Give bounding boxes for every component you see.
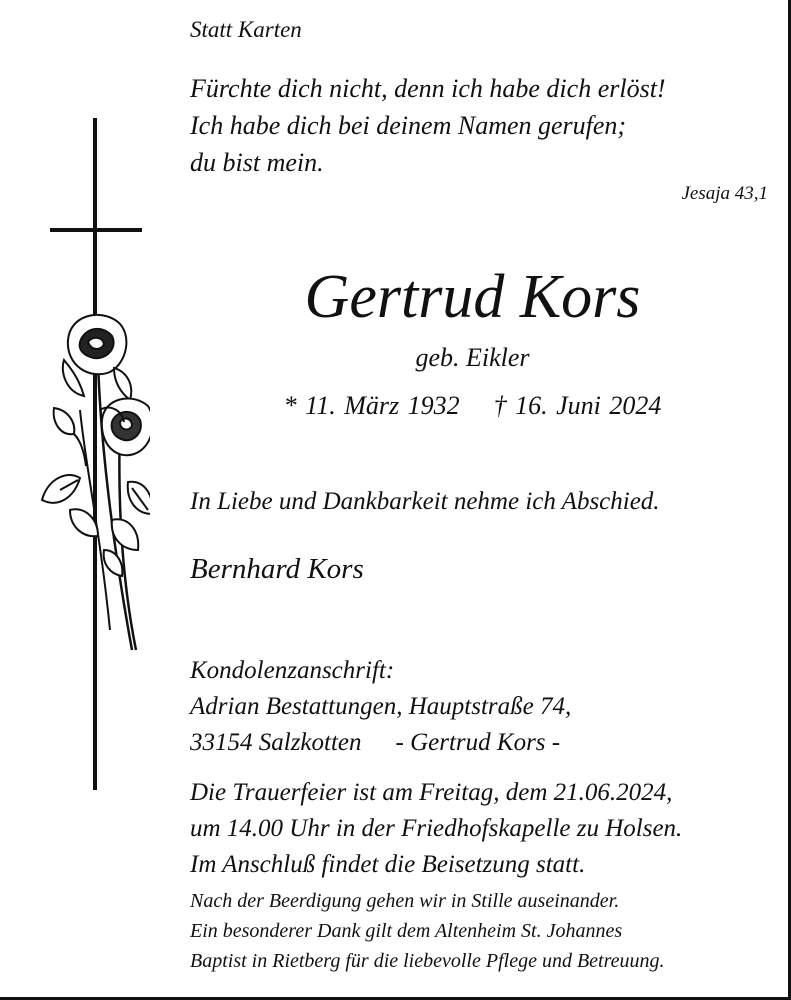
- death-date: † 16. Juni 2024: [493, 391, 662, 420]
- bible-verse: [190, 70, 666, 181]
- address-line: Adrian Bestattungen, Hauptstraße 74,: [190, 693, 572, 720]
- closing-notes: [190, 886, 665, 976]
- service-line: Die Trauerfeier ist am Freitag, dem 21.06.2024,: [190, 779, 673, 806]
- condolence-label: Kondolenzanschrift:: [190, 657, 395, 684]
- note-line: Ein besonderer Dank gilt dem Altenheim St. Johannes: [190, 920, 623, 942]
- birth-date: * 11. März 1932: [283, 391, 460, 420]
- deceased-name: Gertrud Kors: [304, 263, 641, 331]
- signer-name: Bernhard Kors: [190, 553, 364, 585]
- service-line: um 14.00 Uhr in der Friedhofskapelle zu Holsen.: [190, 815, 683, 842]
- note-line: Nach der Beerdigung gehen wir in Stille auseinander.: [190, 890, 620, 912]
- address-reference: - Gertrud Kors -: [395, 729, 561, 756]
- maiden-name: geb. Eikler: [415, 343, 530, 372]
- verse-reference: Jesaja 43,1: [681, 183, 768, 204]
- note-line: Baptist in Rietberg für die liebevolle Pflege und Betreuung.: [190, 950, 665, 972]
- funeral-service-info: [190, 775, 682, 883]
- cross-with-roses-icon: [40, 110, 150, 790]
- address-city: 33154 Salzkotten: [190, 729, 362, 756]
- verse-line: Ich habe dich bei deinem Namen gerufen;: [190, 111, 627, 140]
- condolence-address: [190, 653, 571, 761]
- verse-line: du bist mein.: [190, 148, 324, 177]
- service-line: Im Anschluß findet die Beisetzung statt.: [190, 851, 586, 878]
- address-city-line: [190, 725, 571, 761]
- header-text: Statt Karten: [190, 17, 302, 42]
- verse-line: Fürchte dich nicht, denn ich habe dich erlöst!: [190, 74, 666, 103]
- life-dates: [190, 391, 755, 421]
- farewell-text: In Liebe und Dankbarkeit nehme ich Abschied.: [190, 488, 660, 515]
